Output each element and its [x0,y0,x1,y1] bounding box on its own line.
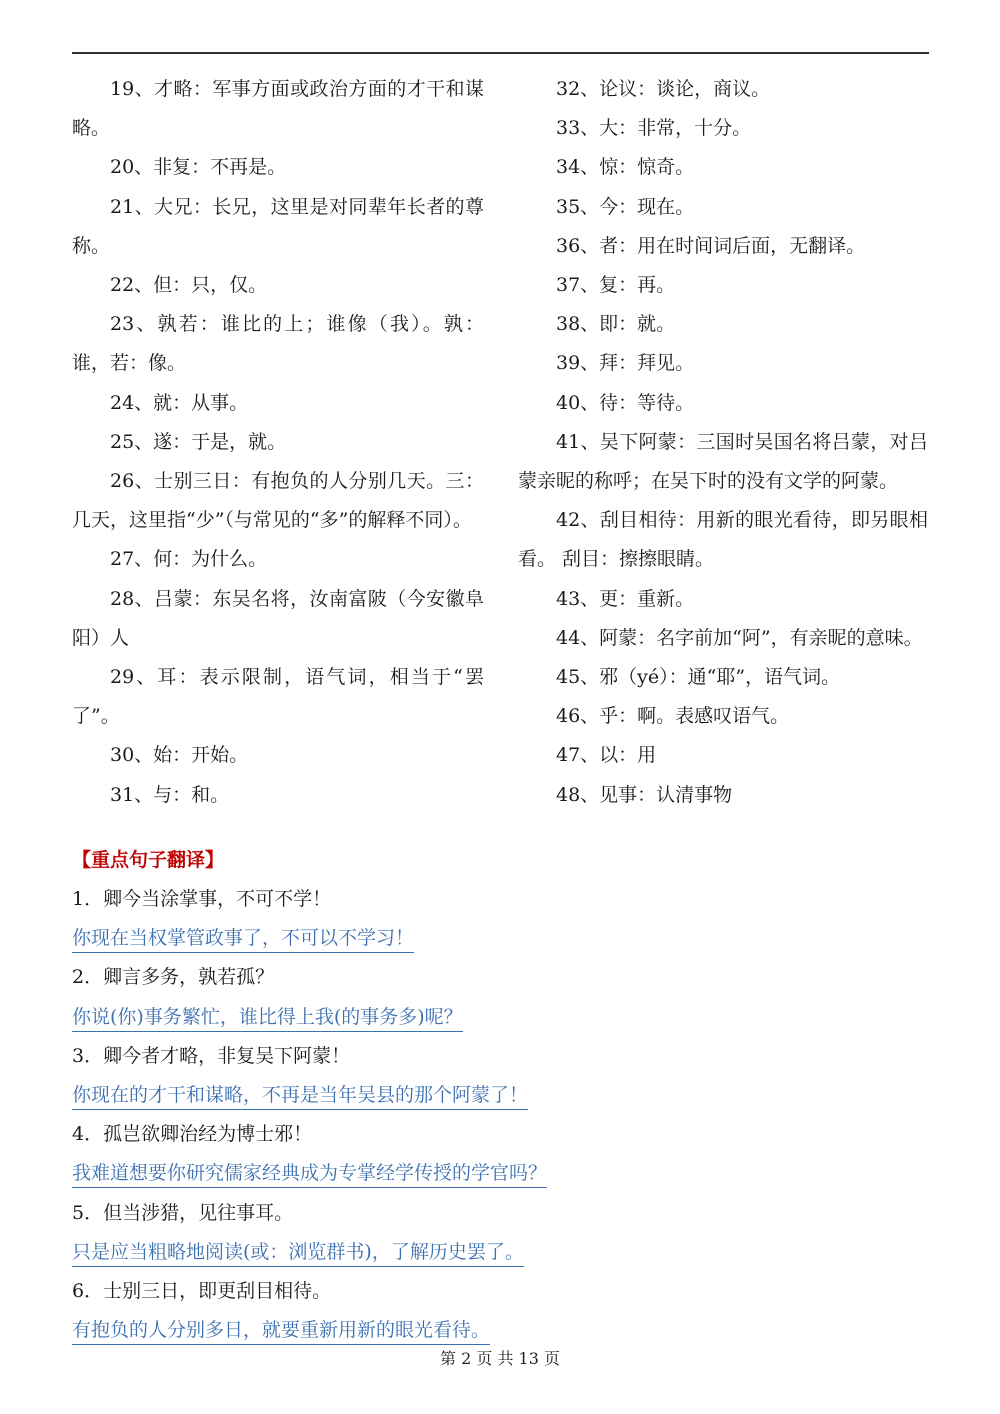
translation-text: 我难道想要你研究儒家经典成为专掌经学传授的学官吗？ [72,1162,547,1188]
vocab-entry: 45、邪（yé）：通“耶”，语气词。 [556,666,841,689]
vocab-entry: 43、更：重新。 [556,587,695,610]
sentence-original: 1．卿今当涂掌事，不可不学！ [72,888,332,910]
vocab-entry: 28、吕蒙：东吴名将，汝南富陂（今安徽阜阳）人 [72,587,484,649]
vocab-entry: 19、才略：军事方面或政治方面的才干和谋略。 [72,78,484,140]
sentence-translation [72,1076,632,1115]
sentence-original: 4．孤岂欲卿治经为博士邪！ [72,1123,313,1146]
translation-text: 你现在当权掌管政事了，不可以不学习！ [72,927,414,953]
vocab-entry: 35、今：现在。 [556,195,695,218]
sentence-original: 3．卿今者才略，非复吴下阿蒙！ [72,1044,351,1067]
translation-text: 只是应当粗略地阅读(或：浏览群书)，了解历史罢了。 [72,1241,524,1267]
sentence-translation [72,1233,632,1272]
vocab-entry: 48、见事：认清事物 [556,783,733,806]
vocab-entry: 29、耳：表示限制，语气词，相当于“罢了”。 [72,666,484,728]
translation-text: 有抱负的人分别多日，就要重新用新的眼光看待。 [72,1319,490,1345]
vocab-entry: 33、大：非常，十分。 [556,117,752,140]
vocab-entry: 22、但：只，仅。 [110,274,268,297]
translation-text: 你现在的才干和谋略，不再是当年吴县的那个阿蒙了！ [72,1084,528,1110]
vocab-entry: 26、士别三日：有抱负的人分别几天。三：几天，这里指“少”（与常见的“多”的解释不同）。 [72,470,484,532]
top-rule [72,52,929,54]
vocab-entry: 39、拜：拜见。 [556,352,695,375]
vocab-entry: 34、惊：惊奇。 [556,156,695,179]
vocab-entry: 37、复：再。 [556,274,676,297]
sentence-translation [72,1311,632,1350]
page-footer: 第 2 页 共 13 页 [440,1349,560,1368]
sentence-translation [72,919,632,958]
sentence-translation [72,998,632,1037]
vocab-entry: 41、吴下阿蒙：三国时吴国名将吕蒙，对吕蒙亲昵的称呼；在吴下时的没有文学的阿蒙。 [518,430,928,493]
vocab-entry: 47、以：用 [556,744,657,767]
sentence-translation [72,1154,632,1193]
sentence-original: 2．卿言多务，孰若孤？ [72,966,275,989]
section-title: 【重点句子翻译】 [72,849,225,871]
vocab-entry: 31、与：和。 [110,783,230,806]
sentence-original: 6．士别三日，即更刮目相待。 [72,1279,332,1302]
vocab-entry: 32、论议：谈论，商议。 [556,78,771,100]
vocab-entry: 21、大兄：长兄，这里是对同辈年长者的尊称。 [72,195,484,257]
key-sentences [72,880,632,1350]
translation-text: 你说(你)事务繁忙，谁比得上我(的事务多)呢？ [72,1006,463,1032]
vocab-entry: 38、即：就。 [556,313,676,336]
vocab-entry: 46、乎：啊。表感叹语气。 [556,705,790,728]
vocab-entry: 36、者：用在时间词后面，无翻译。 [556,234,866,257]
vocab-column-left [72,70,484,815]
vocab-entry: 42、刮目相待：用新的眼光看待，即另眼相看。 刮目：擦擦眼睛。 [518,509,928,571]
vocab-entry: 40、待：等待。 [556,391,695,414]
vocab-entry: 24、就：从事。 [110,391,249,414]
vocab-entry: 44、阿蒙：名字前加“阿”，有亲昵的意味。 [556,626,923,649]
vocab-entry: 25、遂：于是，就。 [110,430,287,453]
vocab-entry: 27、何：为什么。 [110,548,268,571]
sentence-original: 5．但当涉猎，见往事耳。 [72,1201,294,1224]
vocab-entry: 30、始：开始。 [110,744,249,767]
vocab-column-right [518,70,928,815]
vocab-entry: 20、非复：不再是。 [110,156,287,179]
vocab-entry: 23、孰若：谁比的上；谁像（我）。孰：谁，若：像。 [72,313,484,375]
